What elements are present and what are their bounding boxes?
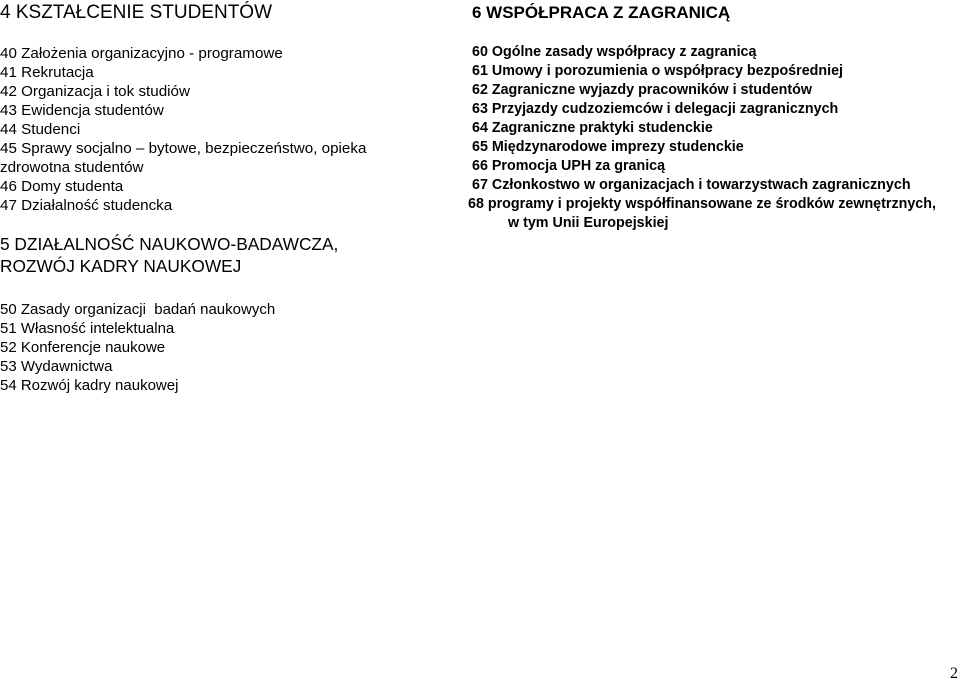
list-item: 63 Przyjazdy cudzoziemców i delegacji zagranicznych — [472, 101, 839, 117]
list-item: 67 Członkostwo w organizacjach i towarzystwach zagranicznych — [472, 177, 911, 193]
list-item: 60 Ogólne zasady współpracy z zagranicą — [472, 44, 757, 60]
page-number: 2 — [950, 665, 958, 682]
section-5-title-line-2: ROZWÓJ KADRY NAUKOWEJ — [0, 256, 242, 276]
section-4-list — [0, 44, 440, 215]
list-item: 52 Konferencje naukowe — [0, 339, 166, 356]
list-item: 47 Działalność studencka — [0, 197, 173, 214]
list-item: 51 Własność intelektualna — [0, 320, 175, 337]
list-item: 44 Studenci — [0, 121, 81, 138]
list-item: 45 Sprawy socjalno – bytowe, bezpieczeństwo, opieka zdrowotna studentów — [0, 140, 367, 176]
list-item: 40 Założenia organizacyjno - programowe — [0, 45, 283, 62]
section-5-list — [0, 300, 440, 395]
section-5-title-line-1: 5 DZIAŁALNOŚĆ NAUKOWO-BADAWCZA, — [0, 234, 339, 254]
list-item: 46 Domy studenta — [0, 178, 124, 195]
list-item: 68 programy i projekty współfinansowane ze środków zewnętrznych, w tym Unii Europejskiej — [468, 196, 936, 231]
list-item: 41 Rekrutacja — [0, 64, 94, 81]
section-6-title: 6 WSPÓŁPRACA Z ZAGRANICĄ — [472, 3, 731, 22]
list-item: 66 Promocja UPH za granicą — [472, 158, 666, 174]
list-item: 43 Ewidencja studentów — [0, 102, 164, 119]
section-6-list — [468, 43, 952, 233]
section-5-title — [0, 233, 440, 277]
list-item: 42 Organizacja i tok studiów — [0, 83, 190, 100]
list-item: 53 Wydawnictwa — [0, 358, 113, 375]
section-6-column — [468, 2, 952, 233]
section-5-list-column — [0, 300, 440, 395]
list-item: 65 Międzynarodowe imprezy studenckie — [472, 139, 744, 155]
list-item: 62 Zagraniczne wyjazdy pracowników i studentów — [472, 82, 813, 98]
list-item: 64 Zagraniczne praktyki studenckie — [472, 120, 713, 136]
list-item: 50 Zasady organizacji badań naukowych — [0, 301, 276, 318]
section-4-column — [0, 2, 440, 277]
section-4-title: 4 KSZTAŁCENIE STUDENTÓW — [0, 2, 273, 23]
list-item: 54 Rozwój kadry naukowej — [0, 377, 179, 394]
list-item: 61 Umowy i porozumienia o współpracy bezpośredniej — [472, 63, 844, 79]
